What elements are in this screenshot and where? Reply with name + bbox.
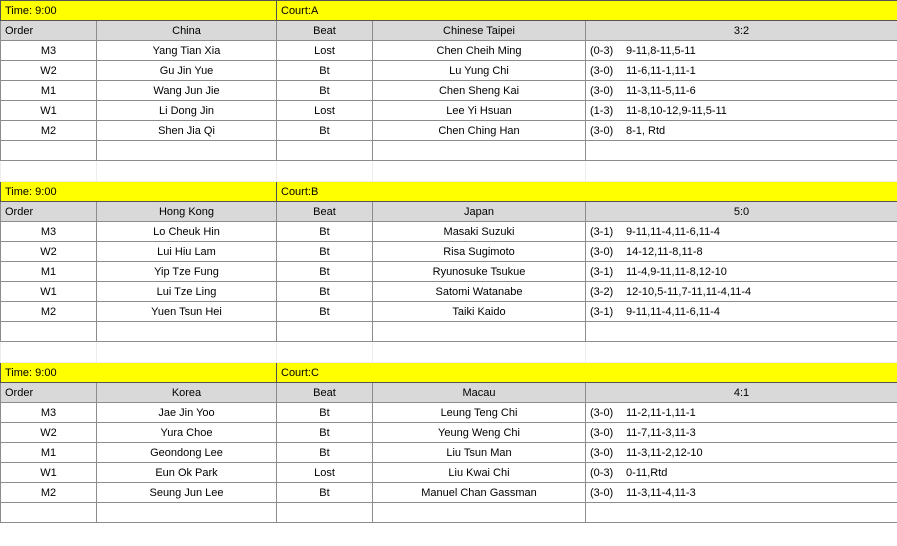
- gap-cell: [586, 342, 897, 363]
- row-order: W1: [1, 101, 97, 121]
- row-score: [586, 403, 897, 423]
- row-player2: Leung Teng Chi: [373, 403, 586, 423]
- row-order: W1: [1, 282, 97, 302]
- empty-cell: [373, 322, 586, 342]
- row-score: [586, 121, 897, 141]
- row-sets: (3-2): [590, 285, 614, 298]
- row-game-scores: 11-3,11-4,11-3: [626, 486, 696, 499]
- row-player2: Liu Kwai Chi: [373, 463, 586, 483]
- row-beat: Lost: [277, 41, 373, 61]
- empty-cell: [97, 503, 277, 523]
- header-result: 5:0: [586, 202, 897, 222]
- row-sets: (3-0): [590, 486, 614, 499]
- row-beat: Bt: [277, 222, 373, 242]
- row-game-scores: 0-11,Rtd: [626, 466, 668, 479]
- match-time-row: [1, 182, 897, 202]
- row-player2: Liu Tsun Man: [373, 443, 586, 463]
- header-team1: China: [97, 21, 277, 41]
- row-player2: Lee Yi Hsuan: [373, 101, 586, 121]
- match-court: Court:B: [277, 182, 897, 202]
- empty-cell: [1, 141, 97, 161]
- row-player1: Li Dong Jin: [97, 101, 277, 121]
- empty-cell: [1, 503, 97, 523]
- table-row: [1, 81, 897, 101]
- row-score: [586, 282, 897, 302]
- row-score: [586, 41, 897, 61]
- row-game-scores: 12-10,5-11,7-11,11-4,11-4: [626, 285, 752, 298]
- empty-row: [1, 503, 897, 523]
- row-order: M2: [1, 483, 97, 503]
- header-team1: Korea: [97, 383, 277, 403]
- row-game-scores: 8-1, Rtd: [626, 124, 666, 137]
- row-score: [586, 483, 897, 503]
- empty-cell: [373, 141, 586, 161]
- header-team2: Macau: [373, 383, 586, 403]
- row-beat: Bt: [277, 242, 373, 262]
- row-sets: (0-3): [590, 466, 614, 479]
- row-game-scores: 11-2,11-1,11-1: [626, 406, 696, 419]
- row-beat: Bt: [277, 282, 373, 302]
- empty-cell: [97, 141, 277, 161]
- row-beat: Bt: [277, 403, 373, 423]
- empty-cell: [277, 322, 373, 342]
- header-result: 3:2: [586, 21, 897, 41]
- table-row: [1, 282, 897, 302]
- row-player2: Lu Yung Chi: [373, 61, 586, 81]
- row-score: [586, 242, 897, 262]
- row-order: M1: [1, 81, 97, 101]
- match-header-row: [1, 202, 897, 222]
- empty-cell: [277, 141, 373, 161]
- match-court: Court:A: [277, 1, 897, 21]
- table-row: [1, 302, 897, 322]
- row-sets: (3-0): [590, 426, 614, 439]
- row-sets: (3-1): [590, 265, 614, 278]
- row-sets: (3-1): [590, 225, 614, 238]
- row-sets: (3-0): [590, 245, 614, 258]
- row-score: [586, 61, 897, 81]
- row-score: [586, 81, 897, 101]
- empty-cell: [373, 503, 586, 523]
- header-order: Order: [1, 202, 97, 222]
- row-beat: Bt: [277, 262, 373, 282]
- row-sets: (3-0): [590, 84, 614, 97]
- row-sets: (3-1): [590, 305, 614, 318]
- match-court: Court:C: [277, 363, 897, 383]
- row-player1: Yip Tze Fung: [97, 262, 277, 282]
- header-team2: Japan: [373, 202, 586, 222]
- row-score: [586, 423, 897, 443]
- match-header-row: [1, 383, 897, 403]
- row-score: [586, 463, 897, 483]
- row-game-scores: 11-4,9-11,11-8,12-10: [626, 265, 727, 278]
- row-beat: Bt: [277, 423, 373, 443]
- table-row: [1, 121, 897, 141]
- row-game-scores: 9-11,11-4,11-6,11-4: [626, 305, 720, 318]
- table-row: [1, 61, 897, 81]
- header-order: Order: [1, 383, 97, 403]
- gap-cell: [97, 161, 277, 182]
- header-result: 4:1: [586, 383, 897, 403]
- row-player1: Jae Jin Yoo: [97, 403, 277, 423]
- row-beat: Bt: [277, 443, 373, 463]
- row-player1: Gu Jin Yue: [97, 61, 277, 81]
- empty-cell: [586, 322, 897, 342]
- gap-cell: [277, 342, 373, 363]
- gap-row: [1, 161, 897, 182]
- gap-cell: [586, 161, 897, 182]
- row-order: W2: [1, 423, 97, 443]
- row-score: [586, 101, 897, 121]
- row-player1: Yuen Tsun Hei: [97, 302, 277, 322]
- gap-cell: [373, 161, 586, 182]
- row-game-scores: 9-11,11-4,11-6,11-4: [626, 225, 720, 238]
- header-team2: Chinese Taipei: [373, 21, 586, 41]
- row-player1: Wang Jun Jie: [97, 81, 277, 101]
- row-beat: Lost: [277, 101, 373, 121]
- empty-cell: [586, 141, 897, 161]
- empty-cell: [586, 503, 897, 523]
- empty-cell: [97, 322, 277, 342]
- table-row: [1, 423, 897, 443]
- row-player2: Taiki Kaido: [373, 302, 586, 322]
- header-order: Order: [1, 21, 97, 41]
- row-player1: Shen Jia Qi: [97, 121, 277, 141]
- row-player2: Manuel Chan Gassman: [373, 483, 586, 503]
- row-player1: Geondong Lee: [97, 443, 277, 463]
- row-order: M3: [1, 41, 97, 61]
- row-player2: Chen Ching Han: [373, 121, 586, 141]
- match-time-row: [1, 1, 897, 21]
- row-player2: Chen Sheng Kai: [373, 81, 586, 101]
- row-order: M2: [1, 302, 97, 322]
- gap-cell: [97, 342, 277, 363]
- header-beat: Beat: [277, 202, 373, 222]
- row-game-scores: 9-11,8-11,5-11: [626, 44, 696, 57]
- row-player1: Lo Cheuk Hin: [97, 222, 277, 242]
- table-row: [1, 101, 897, 121]
- row-sets: (1-3): [590, 104, 614, 117]
- row-player2: Ryunosuke Tsukue: [373, 262, 586, 282]
- table-row: [1, 242, 897, 262]
- table-row: [1, 463, 897, 483]
- gap-cell: [373, 342, 586, 363]
- gap-cell: [1, 342, 97, 363]
- empty-row: [1, 141, 897, 161]
- row-game-scores: 11-6,11-1,11-1: [626, 64, 696, 77]
- row-order: M1: [1, 262, 97, 282]
- match-time: Time: 9:00: [1, 363, 277, 383]
- gap-row: [1, 342, 897, 363]
- row-game-scores: 11-3,11-5,11-6: [626, 84, 696, 97]
- row-sets: (3-0): [590, 406, 614, 419]
- row-player1: Yang Tian Xia: [97, 41, 277, 61]
- empty-row: [1, 322, 897, 342]
- row-sets: (3-0): [590, 124, 614, 137]
- row-player2: Satomi Watanabe: [373, 282, 586, 302]
- row-player2: Chen Cheih Ming: [373, 41, 586, 61]
- row-beat: Bt: [277, 121, 373, 141]
- row-sets: (0-3): [590, 44, 614, 57]
- gap-cell: [277, 161, 373, 182]
- row-order: W2: [1, 61, 97, 81]
- row-order: M1: [1, 443, 97, 463]
- row-player2: Yeung Weng Chi: [373, 423, 586, 443]
- row-game-scores: 11-8,10-12,9-11,5-11: [626, 104, 727, 117]
- row-player1: Lui Tze Ling: [97, 282, 277, 302]
- row-order: W1: [1, 463, 97, 483]
- header-team1: Hong Kong: [97, 202, 277, 222]
- row-sets: (3-0): [590, 446, 614, 459]
- gap-cell: [1, 161, 97, 182]
- row-order: W2: [1, 242, 97, 262]
- empty-cell: [277, 503, 373, 523]
- row-player1: Eun Ok Park: [97, 463, 277, 483]
- table-row: [1, 443, 897, 463]
- row-game-scores: 14-12,11-8,11-8: [626, 245, 703, 258]
- match-time: Time: 9:00: [1, 182, 277, 202]
- row-player1: Seung Jun Lee: [97, 483, 277, 503]
- match-header-row: [1, 21, 897, 41]
- row-score: [586, 262, 897, 282]
- row-beat: Bt: [277, 483, 373, 503]
- row-score: [586, 443, 897, 463]
- row-order: M3: [1, 403, 97, 423]
- table-row: [1, 222, 897, 242]
- match-time-row: [1, 363, 897, 383]
- row-order: M3: [1, 222, 97, 242]
- row-score: [586, 222, 897, 242]
- row-beat: Lost: [277, 463, 373, 483]
- row-order: M2: [1, 121, 97, 141]
- table-row: [1, 483, 897, 503]
- row-score: [586, 302, 897, 322]
- table-row: [1, 41, 897, 61]
- row-beat: Bt: [277, 302, 373, 322]
- row-beat: Bt: [277, 61, 373, 81]
- header-beat: Beat: [277, 383, 373, 403]
- row-game-scores: 11-7,11-3,11-3: [626, 426, 696, 439]
- table-row: [1, 403, 897, 423]
- header-beat: Beat: [277, 21, 373, 41]
- empty-cell: [1, 322, 97, 342]
- row-beat: Bt: [277, 81, 373, 101]
- row-player1: Lui Hiu Lam: [97, 242, 277, 262]
- row-player2: Masaki Suzuki: [373, 222, 586, 242]
- row-player1: Yura Choe: [97, 423, 277, 443]
- row-player2: Risa Sugimoto: [373, 242, 586, 262]
- row-sets: (3-0): [590, 64, 614, 77]
- row-game-scores: 11-3,11-2,12-10: [626, 446, 703, 459]
- match-time: Time: 9:00: [1, 1, 277, 21]
- table-row: [1, 262, 897, 282]
